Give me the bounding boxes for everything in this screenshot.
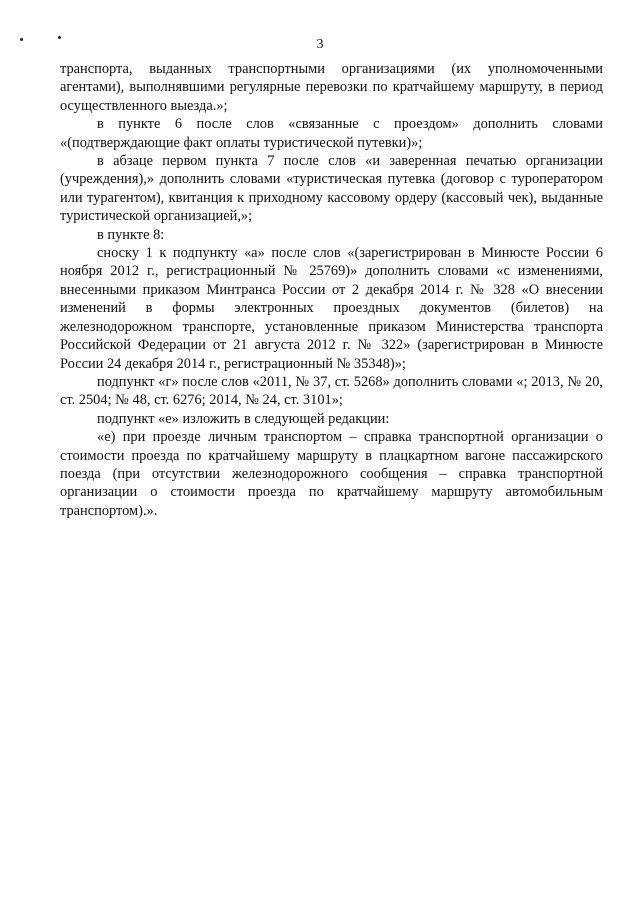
paragraph: в пункте 6 после слов «связанные с проездом» дополнить словами «(подтверждающие факт оплаты туристической путевки)»;: [60, 116, 603, 151]
page-number: 3: [316, 37, 324, 52]
paragraph: сноску 1 к подпункту «а» после слов «(зарегистрирован в Минюсте России 6 ноября 2012 г., регистрационный № 25769)» дополнить словами «с изменениями, внесенными приказом Минтранса России от 2 декабря 2014 г. № 328 «О внесении изменений в формы электронных проездных документов (билетов) на железнодорожном транспорте, установленные приказом Министерства транспорта Российской Федерации от 21 августа 2012 г. № 322» (зарегистрирован в Минюсте России 24 декабря 2014 г., регистрационный № 35348)»;: [60, 245, 603, 372]
paragraph: в пункте 8:: [97, 226, 165, 243]
paragraph: транспорта, выданных транспортными организациями (их уполномоченными агентами), выполнявшими регулярные перевозки по кратчайшему маршруту, в период осуществленного выезда.»;: [60, 61, 603, 114]
paragraph: подпункт «е» изложить в следующей редакции:: [97, 410, 390, 427]
paragraph: в абзаце первом пункта 7 после слов «и заверенная печатью организации (учреждения),» дополнить словами «туристическая путевка (договор с туроператором или турагентом), квитанция к приходному кассовому ордеру (кассовый чек), выданные туристической организацией,»;: [60, 153, 603, 225]
paragraph: подпункт «г» после слов «2011, № 37, ст. 5268» дополнить словами «; 2013, № 20, ст. 2504; № 48, ст. 6276; 2014, № 24, ст. 3101»;: [60, 373, 603, 409]
document-body: [60, 60, 603, 520]
paragraph: «е) при проезде личным транспортом – справка транспортной организации о стоимости проезда по кратчайшему маршруту в плацкартном вагоне пассажирского поезда (при отсутствии железнодорожного сообщения – справка транспортной организации о стоимости проезда по кратчайшему маршруту автомобильным транспортом).».: [60, 429, 603, 519]
